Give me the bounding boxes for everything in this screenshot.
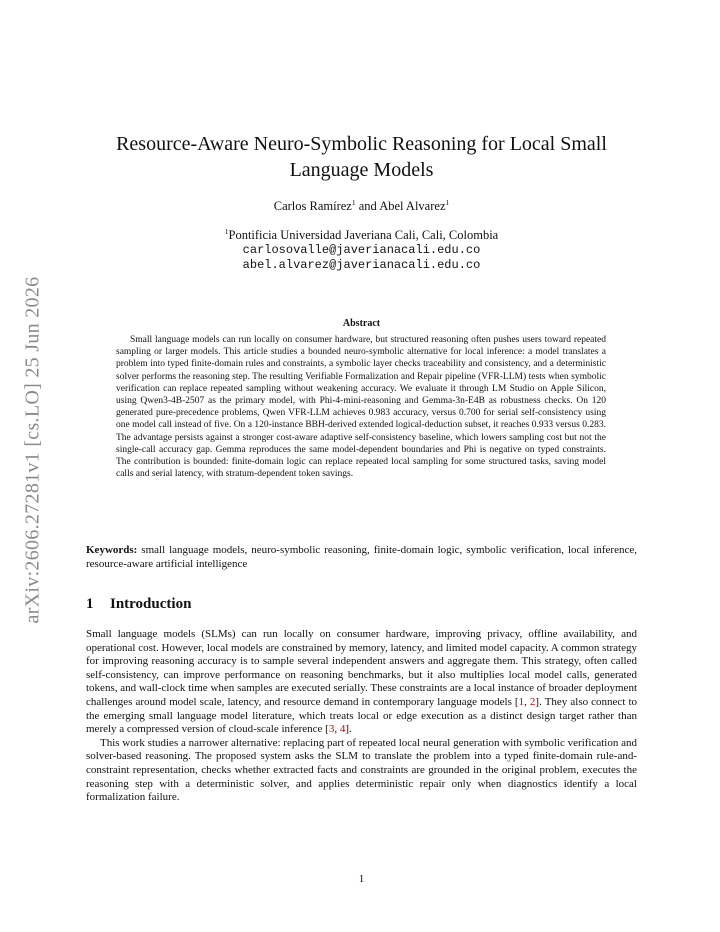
paragraph: This work studies a narrower alternative: replacing part of repeated local neural generation with symbolic verification and solver-based reasoning. The proposed system asks the SLM to translate the problem into a typed finite-domain rule-and-constraint representation, checks whether extracted facts and constraints are grounded in the original problem, executes the reasoning step with a deterministic solver, and applies deterministic repair only when diagnostics identify a local formalization failure.	[86, 736, 637, 804]
author-conjunction: and	[355, 199, 380, 213]
citation-link[interactable]: 4	[339, 723, 346, 736]
arxiv-identifier-text: arXiv:2606.27281v1 [cs.LO] 25 Jun 2026	[21, 276, 44, 624]
keywords-label: Keywords:	[86, 544, 138, 556]
author-name: Carlos Ramírez	[273, 199, 352, 213]
arxiv-identifier	[8, 240, 58, 660]
keywords-text: small language models, neuro-symbolic reasoning, finite-domain logic, symbolic verification, local inference, resource-aware artificial intelligence	[86, 544, 637, 570]
keywords	[86, 543, 637, 571]
citation-link[interactable]: 1	[518, 695, 525, 708]
affiliation-name: $^1$Pontificia Universidad Javeriana Cali, Cali, Colombia	[224, 227, 499, 242]
section-heading	[86, 596, 191, 613]
section-body	[86, 628, 637, 805]
citation-link[interactable]: 2	[529, 695, 536, 708]
section-number: 1	[86, 596, 94, 612]
paper-title: Resource-Aware Neuro-Symbolic Reasoning for Local Small Language Models	[116, 133, 607, 181]
affiliation-marker: 1	[351, 198, 356, 207]
affiliation-marker: 1	[224, 227, 229, 236]
abstract-text: Small language models can run locally on consumer hardware, but structured reasoning often pushes users toward repeated sampling or larger models. This article studies a bounded neuro-symbolic alternative for local inference: a model translates a problem into typed finite-domain rules and constraints, a symbolic layer checks traceability and consistency, and a deterministic solver performs the reasoning step. The resulting Verifiable Formalization and Repair pipeline (VFR-LLM) tests when symbolic verification can replace repeated sampling without weakening accuracy. We evaluate it through LM Studio on Apple Silicon, using Qwen3-4B-2507 as the primary model, with Phi-4-mini-reasoning and Gemma-3n-E4B as robustness checks. On 120 generated pure-precedence problems, Qwen VFR-LLM achieves 0.983 accuracy, versus 0.700 for serial self-consistency using one model call instead of five. On a 120-instance BBH-derived extended logical-deduction subset, it reaches 0.933 versus 0.283. The advantage persists against a stronger cost-aware adaptive self-consistency baseline, which lowers sampling cost but not the single-call accuracy gap. Gemma reproduces the same model-dependent boundaries and Phi is negative on typed constraints. The contribution is bounded: finite-domain logic can replace repeated local sampling for some structured tasks, saving model calls and serial latency, with stratum-dependent token savings.	[116, 335, 606, 480]
author-list	[86, 199, 637, 214]
author-email[interactable]: carlosovalle@javerianacali.edu.co	[242, 243, 481, 257]
section-title: Introduction	[110, 596, 192, 612]
paragraph: Small language models (SLMs) can run locally on consumer hardware, improving privacy, offline availability, and operational cost. However, local models are constrained by memory, latency, and limited model capacity. A common strategy for improving reasoning accuracy is to sample several independent answers and aggregate them. This strategy, often called self-consistency, can improve performance on reasoning benchmarks, but it also multiplies local model calls, generated tokens, and wall-clock time when samples are executed serially. These constraints are a local instance of broader deployment challenges around model scale, latency, and resource demand in contemporary language models [1, 2]. They also connect to the emerging small language model literature, which treats local or edge execution as a distinct design target rather than merely a compressed version of cloud-scale inference [3, 4].	[86, 628, 638, 736]
author-name: Abel Alvarez	[379, 199, 446, 213]
page-number: 1	[358, 873, 365, 885]
author-email[interactable]: abel.alvarez@javerianacali.edu.co	[242, 258, 481, 272]
affiliation-block	[86, 228, 637, 273]
abstract-heading: Abstract	[342, 318, 381, 329]
citation-link[interactable]: 3	[328, 723, 335, 736]
affiliation-marker: 1	[445, 198, 450, 207]
